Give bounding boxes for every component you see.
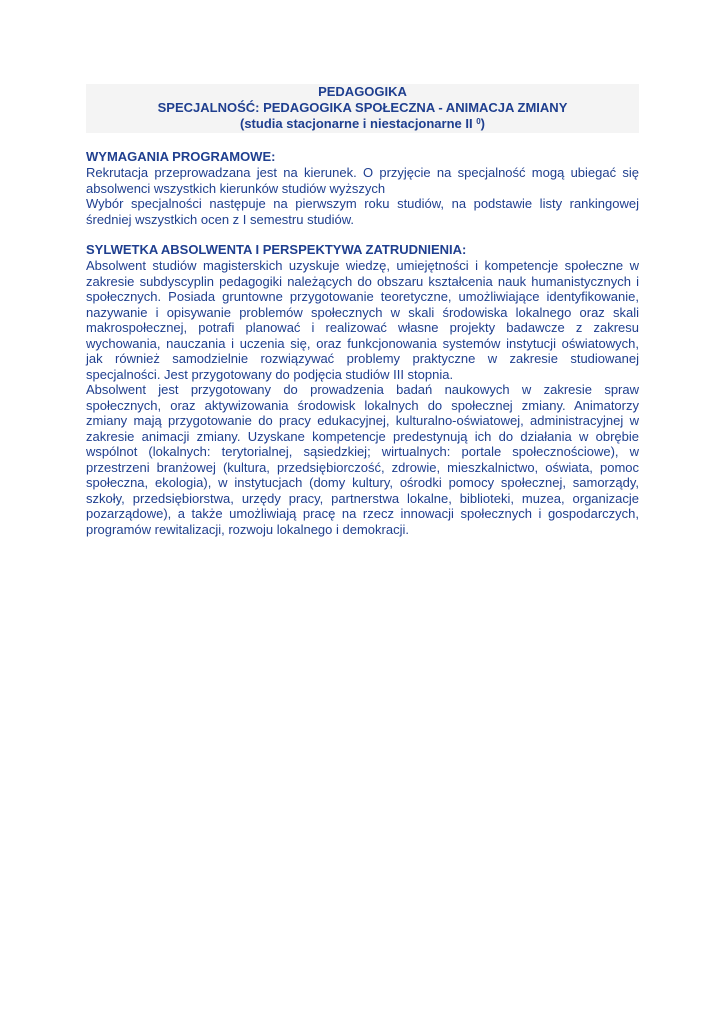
specialization-title: SPECJALNOŚĆ: PEDAGOGIKA SPOŁECZNA - ANIMACJA ZMIANY <box>157 100 568 115</box>
graduate-profile-section <box>86 242 639 537</box>
requirements-heading: WYMAGANIA PROGRAMOWE: <box>86 149 276 164</box>
requirements-paragraph: Rekrutacja przeprowadzana jest na kierunek. O przyjęcie na specjalność mogą ubiegać się absolwenci wszystkich kierunków studiów wyższych <box>86 165 639 196</box>
section-spacer <box>86 227 639 242</box>
study-mode-text: (studia stacjonarne i niestacjonarne II <box>239 116 477 131</box>
document-page <box>86 84 639 537</box>
requirements-paragraph: Wybór specjalności następuje na pierwszym roku studiów, na podstawie listy rankingowej średniej wszystkich ocen z I semestru studiów. <box>86 196 639 227</box>
study-mode-subtitle <box>86 116 639 132</box>
graduate-profile-paragraph: Absolwent studiów magisterskich uzyskuje wiedzę, umiejętności i kompetencje społeczne w zakresie subdyscyplin pedagogiki należących do obszaru kształcenia nauk humanistycznych i społecznych. Posiada gruntowne przygotowanie teoretyczne, umożliwiające identyfikowanie, nazywanie i opisywanie problemów społecznych w skali środowiska lokalnego oraz skali makrospołecznej, potrafi planować i realizować własne projekty badawcze z zakresu wychowania, nauczania i uczenia się, oraz funkcjonowania systemów instytucji oświatowych, jak również samodzielnie rozwiązywać problemy praktyczne w zakresie studiowanej specjalności. Jest przygotowany do podjęcia studiów III stopnia. <box>86 258 639 382</box>
document-header <box>86 84 639 133</box>
graduate-profile-heading: SYLWETKA ABSOLWENTA I PERSPEKTYWA ZATRUDNIENIA: <box>86 242 467 257</box>
requirements-section <box>86 149 639 227</box>
study-mode-close: ) <box>480 116 486 131</box>
study-level-superscript: 0 <box>476 117 481 126</box>
graduate-profile-paragraph: Absolwent jest przygotowany do prowadzenia badań naukowych w zakresie spraw społecznych, oraz aktywizowania środowisk lokalnych do społecznej zmiany. Animatorzy zmiany mają przygotowanie do pracy edukacyjnej, kulturalno-oświatowej, administracyjnej w zakresie animacji zmiany. Uzyskane kompetencje predestynują ich do działania w obrębie wspólnot (lokalnych: terytorialnej, sąsiedzkiej; wirtualnych: portale społecznościowe), w przestrzeni branżowej (kultura, przedsiębiorczość, zdrowie, mieszkalnictwo, oświata, pomoc społeczna, ekologia), w instytucjach (domy kultury, ośrodki pomocy społecznej, samorządy, szkoły, przedsiębiorstwa, urzędy pracy, partnerstwa lokalne, biblioteki, muzea, organizacje pozarządowe), a także umożliwiają pracę na rzecz innowacji społecznych i gospodarczych, programów rewitalizacji, rozwoju lokalnego i demokracji. <box>86 382 639 537</box>
field-title: PEDAGOGIKA <box>318 84 407 99</box>
